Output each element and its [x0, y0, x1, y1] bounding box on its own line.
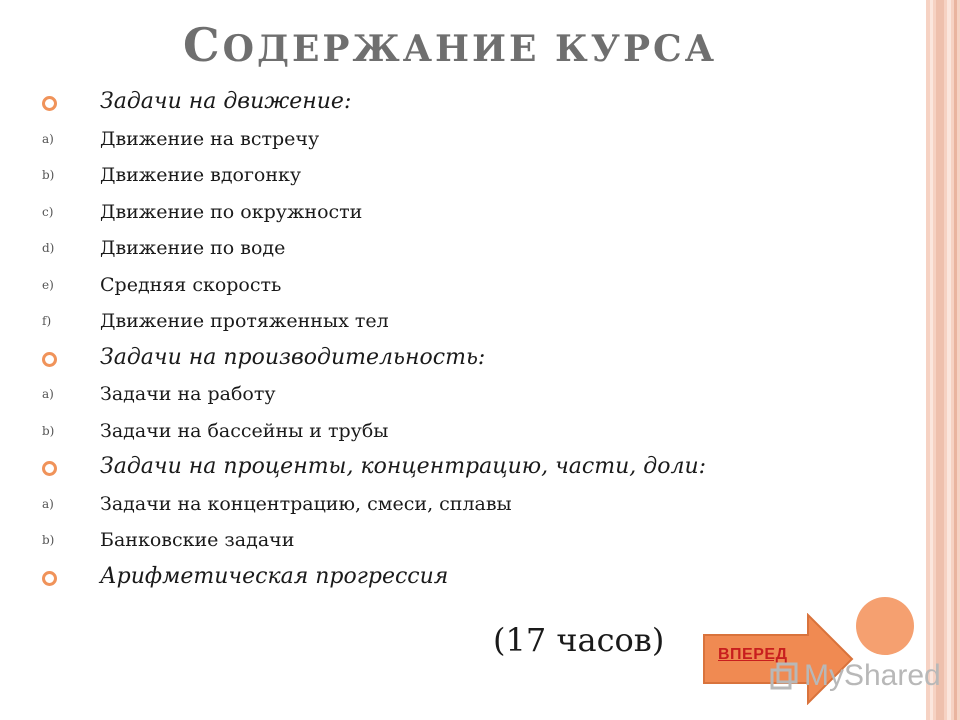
list-marker: a)	[42, 387, 54, 401]
watermark-logo-icon	[770, 662, 798, 690]
section-heading-text: Арифметическая прогрессия	[100, 563, 449, 589]
section-heading	[42, 340, 902, 377]
section-heading	[42, 449, 902, 486]
section-heading-text: Задачи на проценты, концентрацию, части, доли:	[100, 454, 707, 479]
list-item	[42, 413, 902, 450]
list-item	[42, 376, 902, 413]
title-first-letter: С	[182, 18, 223, 72]
list-marker: b)	[42, 533, 55, 547]
slide-title	[0, 18, 900, 72]
list-item	[42, 157, 902, 194]
decorative-stripes	[926, 0, 960, 720]
list-marker: a)	[42, 496, 54, 511]
list-marker: b)	[42, 168, 55, 182]
list-marker: e)	[42, 277, 54, 292]
list-item-text: Задачи на бассейны и трубы	[100, 419, 389, 442]
circle-bullet-icon	[42, 96, 57, 111]
list-item-text: Задачи на концентрацию, смеси, сплавы	[100, 492, 512, 515]
hours-label: (17 часов)	[493, 621, 665, 659]
list-marker: d)	[42, 241, 55, 255]
list-item	[42, 230, 902, 267]
list-marker: b)	[42, 423, 55, 438]
list-item-text: Движение по воде	[100, 237, 286, 259]
list-item	[42, 121, 902, 158]
circle-bullet-icon	[42, 352, 57, 367]
section-heading	[42, 559, 902, 596]
circle-bullet-icon	[42, 461, 57, 476]
list-item-text: Движение вдогонку	[100, 164, 302, 186]
circle-bullet-icon	[42, 571, 57, 586]
section-heading-text: Задачи на производительность:	[100, 344, 486, 370]
list-item-text: Движение по окружности	[100, 200, 363, 223]
next-button[interactable]: ВПЕРЕД	[718, 646, 788, 663]
list-item	[42, 486, 902, 523]
section-heading	[42, 84, 902, 121]
course-contents	[42, 84, 902, 595]
list-item-text: Банковские задачи	[100, 529, 295, 551]
list-marker: f)	[42, 314, 52, 328]
list-item	[42, 267, 902, 304]
list-item-text: Движение на встречу	[100, 127, 320, 150]
list-item-text: Задачи на работу	[100, 383, 276, 405]
watermark	[770, 656, 941, 696]
list-marker: c)	[42, 204, 54, 219]
list-item-text: Средняя скорость	[100, 273, 282, 296]
title-rest: ОДЕРЖАНИЕ КУРСА	[222, 28, 718, 70]
list-marker: a)	[42, 131, 54, 146]
list-item	[42, 194, 902, 231]
watermark-text: MyShared	[804, 659, 941, 692]
decorative-circle	[856, 597, 914, 655]
section-heading-text: Задачи на движение:	[100, 89, 352, 114]
list-item	[42, 303, 902, 340]
list-item	[42, 522, 902, 559]
list-item-text: Движение протяженных тел	[100, 310, 389, 332]
